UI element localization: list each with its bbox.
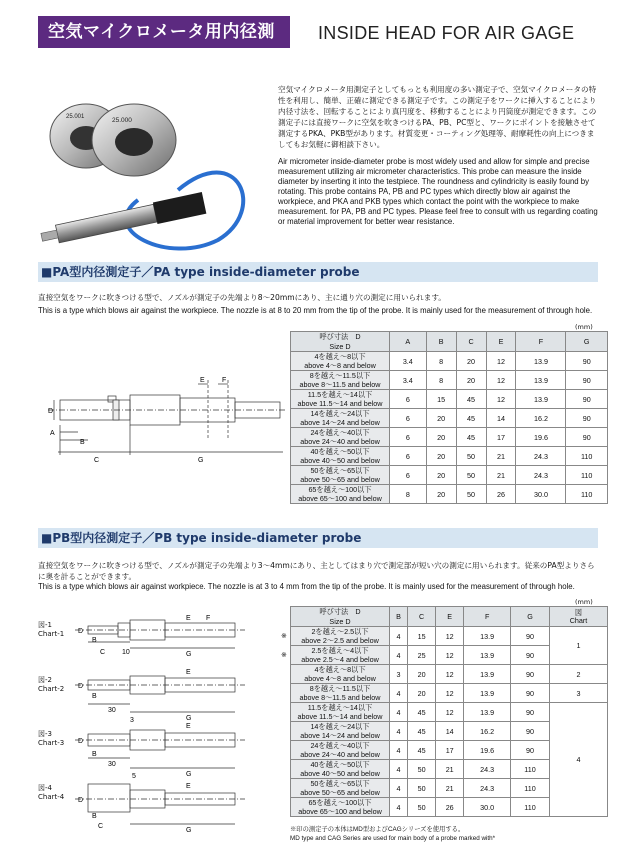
pb-value-cell: 14	[436, 722, 464, 741]
pb-c2-3: 3	[130, 717, 134, 724]
pb-size-cell	[291, 741, 390, 760]
pb-value-cell: 13.9	[464, 684, 511, 703]
pa-section-header	[38, 262, 598, 282]
ring1-label: 25.001	[66, 114, 85, 120]
pb-value-cell: 45	[408, 741, 436, 760]
pb-table-row	[291, 703, 608, 722]
setting-ring-2	[92, 104, 176, 176]
pa-value-cell: 90	[566, 409, 608, 428]
pb-value-cell: 24.3	[464, 760, 511, 779]
chart-1-label-en: Chart-1	[38, 630, 65, 638]
pa-note-jp: 直接空気をワークに吹きつける型で、ノズルが測定子の先端より8〜20mmにあり、主に通り穴の測定に用いられます。	[38, 293, 446, 302]
pb-c3-5: 5	[132, 773, 136, 780]
page-title-jp: 空気マイクロメータ用内径測定子	[38, 16, 290, 48]
pb-value-cell: 4	[390, 779, 408, 798]
pb-table-row	[291, 684, 608, 703]
pb-value-cell: 90	[511, 722, 550, 741]
pa-table-row	[291, 409, 608, 428]
pb-value-cell: 4	[390, 760, 408, 779]
pa-value-cell: 6	[390, 390, 427, 409]
pa-value-cell: 12	[486, 390, 516, 409]
pa-section-title: ■PA型内径測定子／PA type inside-diameter probe	[41, 265, 360, 279]
pb-c2-e: E	[186, 669, 191, 676]
pb-header-chart-jp: 図	[574, 607, 583, 617]
pb-value-cell: 19.6	[464, 741, 511, 760]
pb-size-cell	[291, 779, 390, 798]
pb-c3-b: B	[92, 751, 97, 758]
pb-value-cell: 45	[408, 703, 436, 722]
pa-value-cell: 30.0	[516, 485, 566, 504]
pa-value-cell: 12	[486, 371, 516, 390]
pb-value-cell: 45	[408, 722, 436, 741]
pb-c3-30: 30	[108, 761, 116, 768]
pb-size-en: above 2〜2.5 and below	[301, 636, 379, 645]
pa-value-cell: 6	[390, 447, 427, 466]
pb-value-cell: 17	[436, 741, 464, 760]
pa-value-cell: 6	[390, 428, 427, 447]
product-photo	[38, 80, 263, 262]
pa-value-cell: 45	[456, 409, 486, 428]
pb-size-en: above 65〜100 and below	[298, 807, 382, 816]
pb-c4-d: D	[78, 797, 84, 804]
pa-header-f: F	[516, 332, 566, 352]
pb-c1-c: C	[100, 649, 106, 656]
pa-table-row	[291, 390, 608, 409]
pa-size-jp: 4を越え〜8以下	[314, 352, 366, 361]
pa-note-en: This is a type which blows air against the workpiece. The nozzle is at 8 to 20 mm from the tip of the probe. It is mainly used for the measurement of through hole.	[38, 306, 593, 315]
pb-size-jp: 11.5を越え〜14以下	[307, 703, 373, 712]
pa-value-cell: 14	[486, 409, 516, 428]
pb-size-en: above 4〜8 and below	[304, 674, 376, 683]
pb-value-cell: 12	[436, 627, 464, 646]
pa-value-cell: 20	[456, 352, 486, 371]
pb-value-cell: 13.9	[464, 703, 511, 722]
pa-value-cell: 20	[426, 409, 456, 428]
pb-header-chart	[549, 607, 607, 627]
pa-table-row	[291, 447, 608, 466]
pb-value-cell: 4	[390, 703, 408, 722]
pb-c4-c: C	[98, 823, 104, 830]
pa-value-cell: 20	[426, 428, 456, 447]
pa-value-cell: 6	[390, 466, 427, 485]
pa-size-cell	[291, 352, 390, 371]
pb-header-b: B	[390, 607, 408, 627]
pb-c4-b: B	[92, 813, 97, 820]
pa-size-en: above 65〜100 and below	[298, 494, 382, 503]
pa-table-row	[291, 428, 608, 447]
pb-c4-g: G	[186, 827, 192, 834]
pa-header-e: E	[486, 332, 516, 352]
pb-c2-d: D	[78, 683, 84, 690]
pb-value-cell: 4	[390, 646, 408, 665]
pb-c2-30: 30	[108, 707, 116, 714]
pa-value-cell: 13.9	[516, 352, 566, 371]
pb-value-cell: 30.0	[464, 798, 511, 817]
pa-size-en: above 24〜40 and below	[300, 437, 380, 446]
pb-value-cell: 13.9	[464, 665, 511, 684]
pb-footnote-jp: ※印の測定子の本体はMD型およびCAGシリーズを使用する。	[290, 826, 465, 833]
intro-text-jp: 空気マイクロメータ用測定子としてもっとも利用度の多い測定子で、空気マイクロメータの特性を利用し、簡単、正確に測定できる測定子です。この測定子をワークに挿入することにより内径寸法を、回転することにより真円度を、移動することにより円筒度が測定できます。この測定子には直接ワークに空気を吹きつけるPA、PB、PC型と、ワークにポイントを接触させて測定するPKA、PKB型があります。材質変更・コーティング処理等、耐摩耗性の向上につきましてもお気軽に御相談下さい。	[278, 85, 597, 149]
pb-header-size	[291, 607, 390, 627]
pa-dim-a: A	[50, 430, 55, 437]
pa-size-en: above 50〜65 and below	[300, 475, 380, 484]
chart-2-label-jp: 図-2	[38, 676, 52, 684]
pb-size-jp: 2を越え〜2.5以下	[311, 627, 369, 636]
pb-value-cell: 20	[408, 684, 436, 703]
pb-value-cell: 90	[511, 684, 550, 703]
pb-chart-cell: 2	[549, 665, 607, 684]
pb-value-cell: 4	[390, 627, 408, 646]
pb-footnote-en: MD type and CAG Series are used for main body of a probe marked with*	[290, 835, 496, 842]
pb-value-cell: 4	[390, 798, 408, 817]
pa-drawing	[38, 370, 288, 465]
pa-value-cell: 13.9	[516, 390, 566, 409]
pb-size-jp: 50を越え〜65以下	[310, 779, 370, 788]
pb-size-jp: 40を越え〜50以下	[310, 760, 370, 769]
pb-size-jp: 8を越え〜11.5以下	[309, 684, 371, 693]
pb-size-cell	[291, 798, 390, 817]
pb-c1-10: 10	[122, 649, 130, 656]
pb-c1-e: E	[186, 615, 191, 622]
chart-4-label	[38, 784, 64, 802]
chart-3-label-jp: 図-3	[38, 730, 52, 738]
pa-value-cell: 26	[486, 485, 516, 504]
pb-size-en: above 2.5〜4 and below	[301, 655, 379, 664]
pa-header-c: C	[456, 332, 486, 352]
pa-dim-g: G	[198, 457, 204, 464]
pa-value-cell: 110	[566, 485, 608, 504]
pb-value-cell: 50	[408, 760, 436, 779]
pb-c3-e: E	[186, 723, 191, 730]
pa-table-row	[291, 371, 608, 390]
pb-size-jp: 4を越え〜8以下	[314, 665, 366, 674]
pb-value-cell: 50	[408, 798, 436, 817]
ring2-label: 25.000	[112, 117, 132, 124]
pb-value-cell: 3	[390, 665, 408, 684]
pb-c4-e: E	[186, 783, 191, 790]
pa-value-cell: 45	[456, 390, 486, 409]
pb-value-cell: 110	[511, 779, 550, 798]
pb-c1-g: G	[186, 651, 192, 658]
pa-header-size-en: Size D	[329, 342, 351, 351]
pb-size-en: above 11.5〜14 and below	[297, 712, 383, 721]
pa-value-cell: 90	[566, 390, 608, 409]
pa-table-row	[291, 466, 608, 485]
pb-unit: (mm)	[575, 598, 593, 606]
chart-4-label-jp: 図-4	[38, 784, 52, 792]
pb-table-row	[291, 627, 608, 646]
pb-size-en: above 24〜40 and below	[300, 750, 380, 759]
pa-header-g: G	[566, 332, 608, 352]
pb-chart-cell: 3	[549, 684, 607, 703]
pa-value-cell: 15	[426, 390, 456, 409]
pa-value-cell: 16.2	[516, 409, 566, 428]
pa-size-cell	[291, 409, 390, 428]
pa-size-cell	[291, 390, 390, 409]
pa-value-cell: 20	[456, 371, 486, 390]
pa-size-cell	[291, 447, 390, 466]
pb-value-cell: 20	[408, 665, 436, 684]
pb-size-cell	[291, 627, 390, 646]
pb-value-cell: 4	[390, 741, 408, 760]
chart-3-label	[38, 730, 64, 748]
pa-value-cell: 20	[426, 447, 456, 466]
pb-value-cell: 12	[436, 646, 464, 665]
pb-value-cell: 26	[436, 798, 464, 817]
pa-value-cell: 110	[566, 466, 608, 485]
pb-mark-row-1: ※	[281, 632, 287, 640]
pa-header-a: A	[390, 332, 427, 352]
page-title-en: INSIDE HEAD FOR AIR GAGE	[318, 23, 575, 43]
pa-spec-table	[290, 331, 608, 504]
pa-value-cell: 50	[456, 466, 486, 485]
pb-value-cell: 21	[436, 760, 464, 779]
pb-size-jp: 65を越え〜100以下	[308, 798, 372, 807]
pa-dim-d: D	[48, 408, 54, 415]
pb-c3-g: G	[186, 771, 192, 778]
pa-size-en: above 8〜11.5 and below	[299, 380, 381, 389]
pa-size-jp: 50を越え〜65以下	[310, 466, 370, 475]
pb-value-cell: 110	[511, 798, 550, 817]
pa-size-jp: 11.5を越え〜14以下	[307, 390, 373, 399]
pb-value-cell: 13.9	[464, 646, 511, 665]
pb-c2-g: G	[186, 715, 192, 722]
pa-value-cell: 20	[426, 485, 456, 504]
pb-value-cell: 4	[390, 684, 408, 703]
pa-header-size-jp: 呼び寸法 D	[319, 332, 361, 341]
pb-value-cell: 90	[511, 741, 550, 760]
pb-drawings	[70, 612, 275, 837]
pa-size-en: above 11.5〜14 and below	[297, 399, 383, 408]
pa-value-cell: 50	[456, 447, 486, 466]
pa-value-cell: 8	[426, 371, 456, 390]
pa-size-cell	[291, 466, 390, 485]
pb-section-header	[38, 528, 598, 548]
pb-c1-f: F	[206, 615, 211, 622]
pa-size-jp: 24を越え〜40以下	[310, 428, 370, 437]
pb-footnote	[290, 825, 610, 843]
pb-size-cell	[291, 665, 390, 684]
pb-header-size-jp: 呼び寸法 D	[319, 607, 361, 616]
pa-value-cell: 8	[426, 352, 456, 371]
pa-table-row	[291, 485, 608, 504]
pa-header-size	[291, 332, 390, 352]
pb-value-cell: 90	[511, 627, 550, 646]
pb-size-en: above 40〜50 and below	[300, 769, 380, 778]
pb-value-cell: 12	[436, 703, 464, 722]
chart-4-label-en: Chart-4	[38, 793, 65, 801]
pa-value-cell: 3.4	[390, 371, 427, 390]
pb-c3-d: D	[78, 738, 84, 745]
pa-size-jp: 14を越え〜24以下	[310, 409, 370, 418]
chart-2-label	[38, 676, 64, 694]
pa-dim-c: C	[94, 457, 100, 464]
pb-value-cell: 15	[408, 627, 436, 646]
pa-value-cell: 13.9	[516, 371, 566, 390]
pa-value-cell: 20	[426, 466, 456, 485]
pa-value-cell: 90	[566, 428, 608, 447]
pa-value-cell: 12	[486, 352, 516, 371]
pa-table-row	[291, 352, 608, 371]
pa-size-cell	[291, 485, 390, 504]
pa-value-cell: 6	[390, 409, 427, 428]
pa-size-en: above 40〜50 and below	[300, 456, 380, 465]
pb-table-row	[291, 665, 608, 684]
pb-header-g: G	[511, 607, 550, 627]
pa-dim-f: F	[222, 377, 227, 384]
pa-value-cell: 50	[456, 485, 486, 504]
chart-3-label-en: Chart-3	[38, 739, 65, 747]
pa-size-jp: 65を越え〜100以下	[308, 485, 372, 494]
pb-value-cell: 21	[436, 779, 464, 798]
pb-size-en: above 14〜24 and below	[300, 731, 380, 740]
pb-note-en: This is a type which blows air against workpiece. The nozzle is at 3 to 4 mm from the tip of the probe. It is mainly used for the measurement of through hole.	[38, 582, 575, 591]
pa-size-jp: 40を越え〜50以下	[310, 447, 370, 456]
pb-value-cell: 110	[511, 760, 550, 779]
pb-value-cell: 90	[511, 646, 550, 665]
pa-header-b: B	[426, 332, 456, 352]
pb-mark-row-2: ※	[281, 651, 287, 659]
pb-header-chart-en: Chart	[569, 615, 588, 625]
pa-value-cell: 90	[566, 371, 608, 390]
pa-value-cell: 45	[456, 428, 486, 447]
pb-header-size-en: Size D	[329, 617, 351, 626]
pb-c1-b: B	[92, 637, 97, 644]
pa-unit: (mm)	[575, 323, 593, 331]
probe-body	[39, 192, 206, 248]
pa-dim-e: E	[200, 377, 205, 384]
pa-value-cell: 8	[390, 485, 427, 504]
chart-1-label-jp: 図-1	[38, 621, 52, 629]
pb-size-en: above 8〜11.5 and below	[299, 693, 381, 702]
pb-size-cell	[291, 684, 390, 703]
pb-section-title: ■PB型内径測定子／PB type inside-diameter probe	[41, 531, 362, 545]
pb-size-en: above 50〜65 and below	[300, 788, 380, 797]
pb-size-jp: 2.5を越え〜4以下	[311, 646, 369, 655]
pb-size-cell	[291, 760, 390, 779]
pa-value-cell: 21	[486, 466, 516, 485]
pb-value-cell: 4	[390, 722, 408, 741]
pa-size-en: above 14〜24 and below	[300, 418, 380, 427]
pb-size-jp: 14を越え〜24以下	[310, 722, 370, 731]
pb-header-e: E	[436, 607, 464, 627]
pb-value-cell: 24.3	[464, 779, 511, 798]
pb-header-f: F	[464, 607, 511, 627]
pb-size-cell	[291, 722, 390, 741]
pa-value-cell: 24.3	[516, 447, 566, 466]
pa-value-cell: 24.3	[516, 466, 566, 485]
pb-size-jp: 24を越え〜40以下	[310, 741, 370, 750]
pa-size-en: above 4〜8 and below	[304, 361, 376, 370]
pa-size-cell	[291, 371, 390, 390]
pb-size-cell	[291, 703, 390, 722]
chart-2-label-en: Chart-2	[38, 685, 65, 693]
pb-spec-table	[290, 606, 608, 817]
chart-1-label	[38, 621, 64, 639]
pb-value-cell: 12	[436, 665, 464, 684]
pa-value-cell: 21	[486, 447, 516, 466]
pb-value-cell: 90	[511, 665, 550, 684]
pb-value-cell: 12	[436, 684, 464, 703]
pb-c2-b: B	[92, 693, 97, 700]
pb-value-cell: 16.2	[464, 722, 511, 741]
pb-value-cell: 13.9	[464, 627, 511, 646]
pa-value-cell: 19.6	[516, 428, 566, 447]
pa-size-cell	[291, 428, 390, 447]
intro-text-en: Air micrometer inside-diameter probe is most widely used and allow for simple and precise measurement utilizing air micrometer characteristics. This probe can measure the inside diameter by inserting it into the testpiece. The roundness and cylindricity is easily found by rotating. This probe contains PA, PB and PC types which directly blow air against the workpiece, and PKA and PKB types which contact the point with the workpiece to make measurement. for PA, PB and PC types. Please feel free to consult with us regarding coating or material improvement for better wear resistance.	[278, 157, 598, 226]
pa-value-cell: 17	[486, 428, 516, 447]
pa-value-cell: 110	[566, 447, 608, 466]
pb-value-cell: 25	[408, 646, 436, 665]
pa-value-cell: 3.4	[390, 352, 427, 371]
pb-c1-d: D	[78, 628, 84, 635]
pb-header-c: C	[408, 607, 436, 627]
pa-size-jp: 8を越え〜11.5以下	[309, 371, 371, 380]
pb-chart-cell: 1	[549, 627, 607, 665]
pa-dim-b: B	[80, 439, 85, 446]
pb-value-cell: 90	[511, 703, 550, 722]
pa-value-cell: 90	[566, 352, 608, 371]
pb-chart-cell: 4	[549, 703, 607, 817]
pb-note-jp: 直接空気をワークに吹きつける型で、ノズルが測定子の先端より3〜4mmにあり、主としてはまり穴で測定部が短い穴の測定に用いられます。従来のPA型よりさらに奥を計ることができます。	[38, 561, 595, 581]
pb-value-cell: 50	[408, 779, 436, 798]
pb-size-cell	[291, 646, 390, 665]
